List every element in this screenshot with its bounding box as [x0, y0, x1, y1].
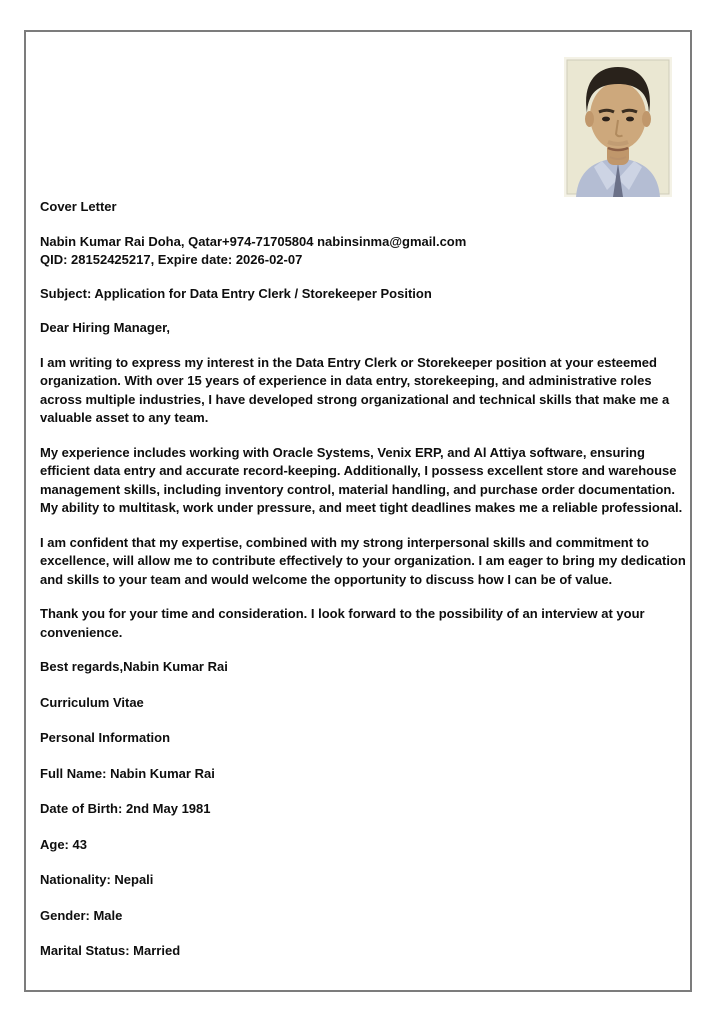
- field-gender: Gender: Male: [40, 907, 123, 923]
- field-marital-status: Marital Status: Married: [40, 943, 181, 958]
- contact-info: [40, 233, 688, 270]
- contact-line-1: Nabin Kumar Rai Doha, Qatar+974-71705804 nabinsinma@gmail.com: [40, 233, 467, 249]
- body-paragraph: Thank you for your time and consideration. I look forward to the possibility of an interview at your convenience.: [40, 606, 645, 640]
- contact-line-2: QID: 28152425217, Expire date: 2026-02-07: [40, 252, 303, 267]
- portrait-photo-image: [564, 57, 672, 197]
- salutation: Dear Hiring Manager,: [40, 320, 171, 335]
- subject-line: Subject: Application for Data Entry Clerk / Storekeeper Position: [40, 285, 432, 301]
- body-paragraph: I am writing to express my interest in the Data Entry Clerk or Storekeeper position at your esteemed organization. With over 15 years of experience in data entry, storekeeping, and administrative roles across multiple industries, I have developed strong organizational and technical skills that make me a valuable asset to any team.: [40, 354, 670, 425]
- field-full-name: Full Name: Nabin Kumar Rai: [40, 765, 215, 781]
- signoff: Best regards,Nabin Kumar Rai: [40, 659, 228, 674]
- body-paragraph: My experience includes working with Oracle Systems, Venix ERP, and Al Attiya software, ensuring efficient data entry and accurate record-keeping. Additionally, I possess excellent store and warehouse management skills, including inventory control, material handling, and purchase order documentation. My ability to multitask, work under pressure, and meet tight deadlines makes me a reliable professional.: [40, 444, 683, 515]
- portrait-photo: [564, 57, 672, 197]
- field-nationality: Nationality: Nepali: [40, 872, 154, 887]
- cv-heading: Curriculum Vitae: [40, 694, 144, 710]
- cover-letter-heading: Cover Letter: [40, 199, 117, 214]
- field-age: Age: 43: [40, 836, 87, 852]
- field-date-of-birth: Date of Birth: 2nd May 1981: [40, 801, 211, 816]
- body-paragraph: I am confident that my expertise, combined with my strong interpersonal skills and commitment to excellence, will allow me to contribute effectively to your organization. I am eager to bring my dedication and skills to your team and would welcome the opportunity to discuss how I can be of value.: [40, 534, 686, 587]
- document-page: [24, 30, 692, 992]
- personal-information-heading: Personal Information: [40, 730, 171, 745]
- document-content: [40, 198, 688, 978]
